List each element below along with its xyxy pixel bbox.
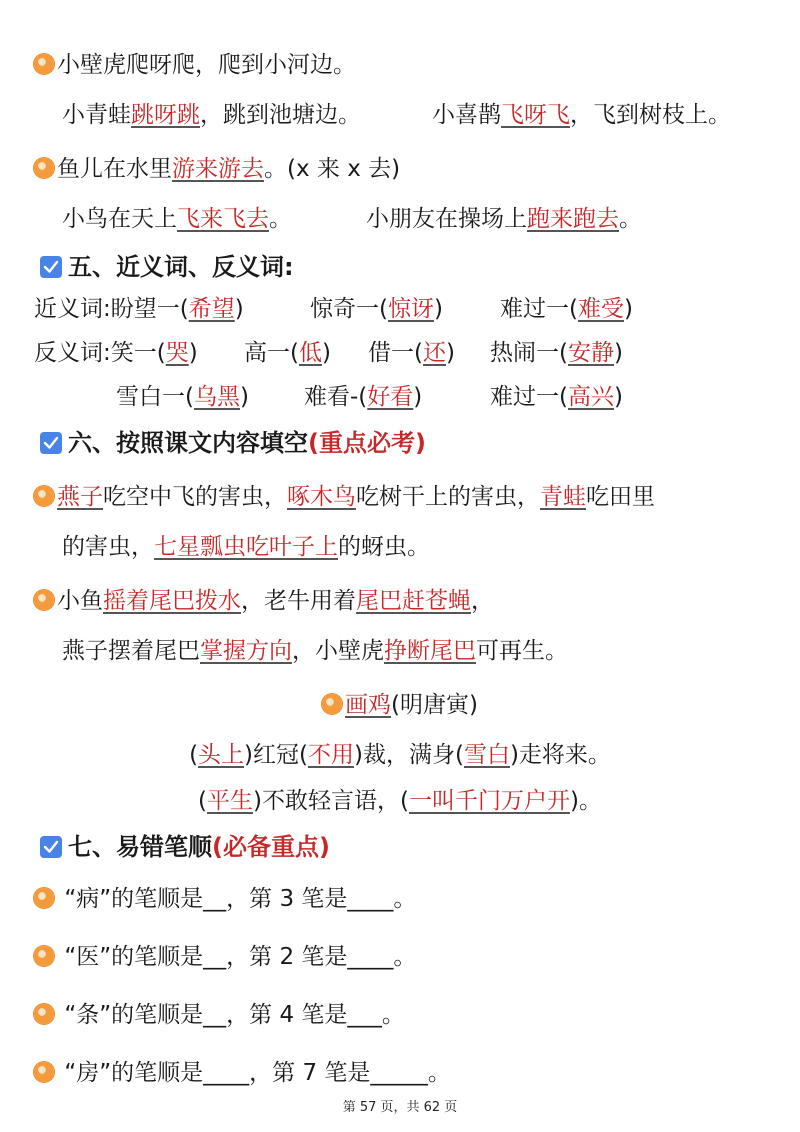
answer: 画鸡 xyxy=(345,692,392,718)
answer: 挣断尾巴 xyxy=(384,638,476,664)
answer: 希望 xyxy=(188,296,235,322)
antonym-item: 难过一(高兴) xyxy=(490,384,623,410)
answer: 高兴 xyxy=(567,384,614,410)
bullet-icon xyxy=(34,946,54,966)
checkbox-icon xyxy=(40,836,62,858)
bullet-icon xyxy=(34,486,54,506)
stroke-question: “条”的笔顺是__，第 4 笔是___。 xyxy=(34,998,405,1032)
answer: 还 xyxy=(422,340,446,366)
answer: 低 xyxy=(298,340,322,366)
answer: 摇着尾巴拨水 xyxy=(103,588,241,614)
text-line: 小朋友在操场上跑来跑去。 xyxy=(366,206,642,232)
answer: 平生 xyxy=(207,788,254,814)
antonym-line: 反义词:笑一(哭) xyxy=(34,340,198,366)
text-line: 小青蛙跳呀跳，跳到池塘边。 xyxy=(62,102,361,128)
synonym-item: 难过一(难受) xyxy=(500,296,633,322)
antonym-item: 热闹一(安静) xyxy=(490,340,623,366)
section-heading: 六、按照课文内容填空(重点必考) xyxy=(40,426,426,460)
answer: 一叫千门万户开 xyxy=(408,788,570,814)
answer: 尾巴赶苍蝇 xyxy=(356,588,471,614)
answer: 燕子 xyxy=(57,484,103,510)
bullet-icon xyxy=(34,158,54,178)
text-line: 燕子摆着尾巴掌握方向，小壁虎挣断尾巴可再生。 xyxy=(62,638,568,664)
antonym-item: 难看-(好看) xyxy=(304,384,423,410)
bullet-icon xyxy=(34,54,54,74)
antonym-item: 雪白一(乌黑) xyxy=(116,384,249,410)
checkbox-icon xyxy=(40,256,62,278)
answer: 飞来飞去 xyxy=(177,206,269,232)
stroke-question: “房”的笔顺是____，第 7 笔是_____。 xyxy=(34,1056,451,1090)
answer: 安静 xyxy=(567,340,614,366)
answer: 不用 xyxy=(308,742,354,768)
section-heading: 七、易错笔顺(必备重点) xyxy=(40,830,330,864)
text-line: 鱼儿在水里游来游去。(x 来 x 去) xyxy=(34,152,400,186)
text-line: 小壁虎爬呀爬，爬到小河边。 xyxy=(34,48,356,82)
answer: 雪白 xyxy=(463,742,510,768)
poem-line: (平生)不敢轻言语，(一叫千门万户开)。 xyxy=(198,788,602,814)
answer: 啄木鸟 xyxy=(287,484,356,510)
answer: 掌握方向 xyxy=(200,638,292,664)
answer: 七星瓢虫吃叶子上 xyxy=(154,534,338,560)
stroke-question: “医”的笔顺是__，第 2 笔是____。 xyxy=(34,940,416,974)
synonym-line: 近义词:盼望一(希望) xyxy=(34,296,244,322)
text-line: 燕子吃空中飞的害虫，啄木鸟吃树干上的害虫，青蛙吃田里 xyxy=(34,480,655,514)
page-footer: 第 57 页，共 62 页 xyxy=(342,1100,458,1115)
section-heading: 五、近义词、反义词: xyxy=(40,250,294,284)
answer: 惊讶 xyxy=(387,296,434,322)
text-line: 小鱼摇着尾巴拨水，老牛用着尾巴赶苍蝇， xyxy=(34,584,494,618)
poem-title: 画鸡(明唐寅) xyxy=(0,688,800,722)
answer: 飞呀飞 xyxy=(501,102,570,128)
answer: 青蛙 xyxy=(540,484,586,510)
bullet-icon xyxy=(34,888,54,908)
bullet-icon xyxy=(34,1062,54,1082)
bullet-icon xyxy=(322,694,342,714)
bullet-icon xyxy=(34,1004,54,1024)
text-line: 小鸟在天上飞来飞去。 xyxy=(62,206,292,232)
bullet-icon xyxy=(34,590,54,610)
answer: 哭 xyxy=(165,340,189,366)
answer: 难受 xyxy=(577,296,624,322)
answer: 乌黑 xyxy=(193,384,240,410)
stroke-question: “病”的笔顺是__，第 3 笔是____。 xyxy=(34,882,416,916)
text-line: 的害虫，七星瓢虫吃叶子上的蚜虫。 xyxy=(62,534,430,560)
checkbox-icon xyxy=(40,432,62,454)
poem-line: (头上)红冠(不用)裁，满身(雪白)走将来。 xyxy=(189,742,611,768)
antonym-item: 借一(还) xyxy=(368,340,455,366)
antonym-item: 高一(低) xyxy=(244,340,331,366)
answer: 跳呀跳 xyxy=(131,102,200,128)
answer: 头上 xyxy=(198,742,245,768)
answer: 跑来跑去 xyxy=(527,206,619,232)
text-line: 小喜鹊飞呀飞，飞到树枝上。 xyxy=(432,102,731,128)
synonym-item: 惊奇一(惊讶) xyxy=(310,296,443,322)
answer: 游来游去 xyxy=(172,156,264,182)
answer: 好看 xyxy=(367,384,414,410)
